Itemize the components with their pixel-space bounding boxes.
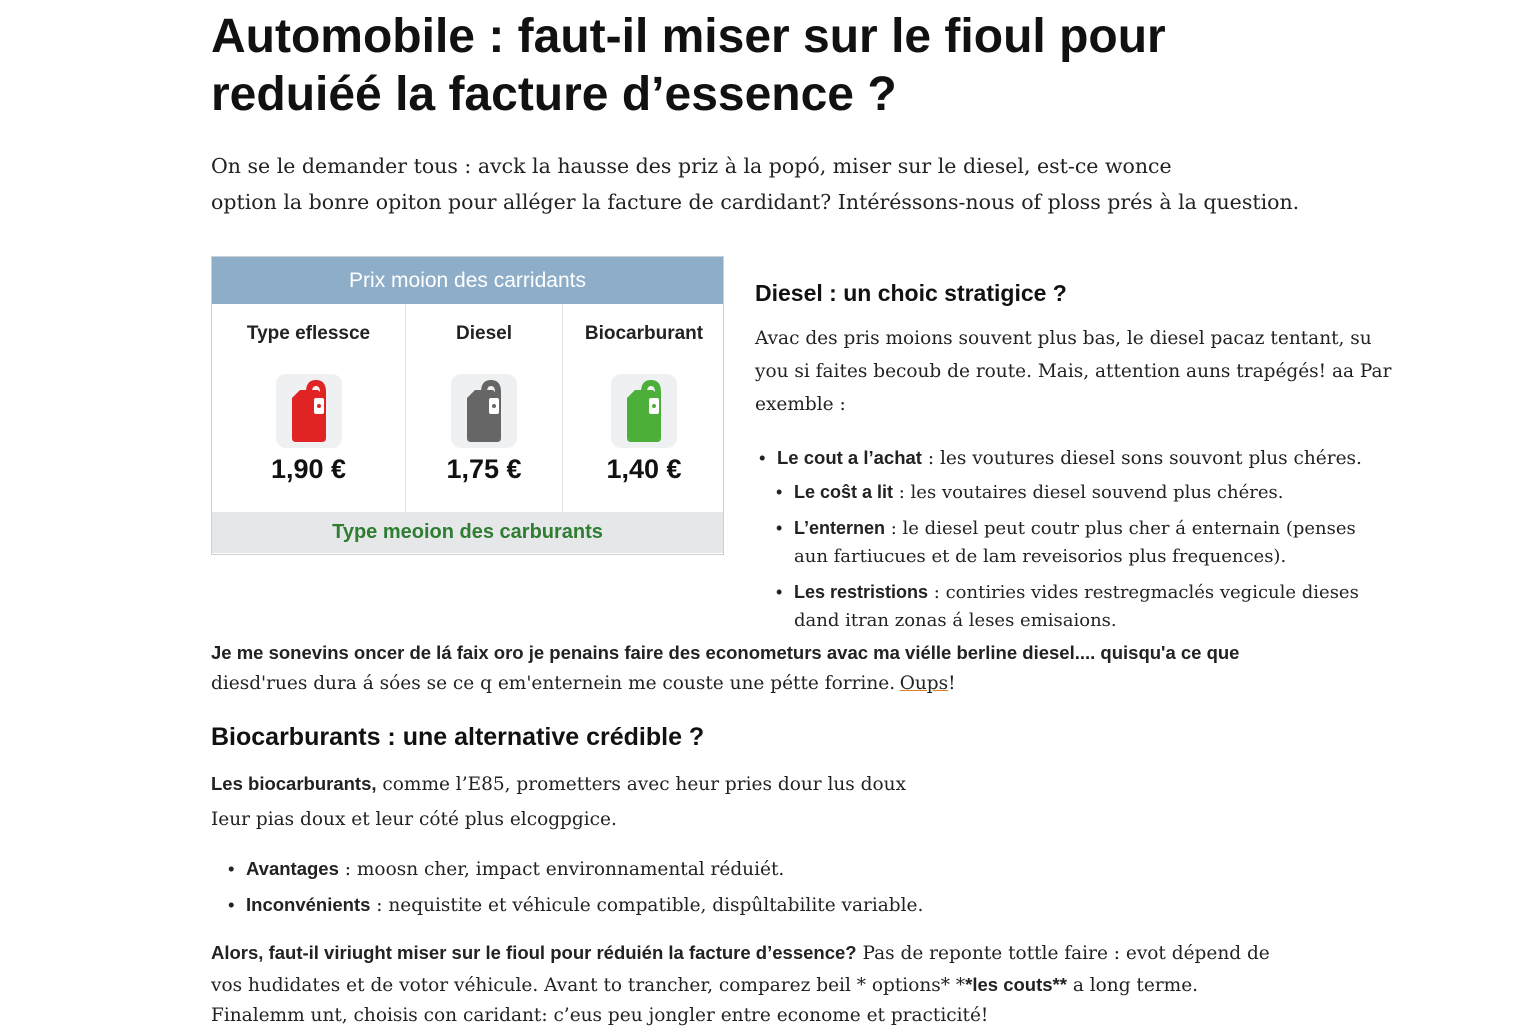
bio-line-2: Ieur pias doux et leur cóté plus elcogpgice. [211, 809, 617, 830]
diesel-main-list [755, 443, 1395, 636]
list-item [777, 443, 1395, 636]
diesel-section [755, 276, 1395, 642]
price-value: 1,75 € [446, 454, 522, 484]
list-item [794, 514, 1395, 572]
intro-paragraph [211, 148, 1371, 220]
title-line-2: reduiéé la facture d’essence ? [211, 68, 897, 121]
list-item [794, 578, 1395, 636]
price-value: 1,40 € [606, 454, 682, 484]
conclusion-text-1: Pas de reponte tottle faire : evot dépend de vos hudidates et de votor véhicule. Avant to trancher, comparez beil * options* * [211, 943, 1270, 996]
diesel-paragraph: Avac des pris moions souvent plus bas, le diesel pacaz tentant, su you si faites becoub de route. Mais, attention auns trapégés! aa Par exemble : [755, 328, 1392, 415]
anecdote-text: diesd'rues dura á sóes se ce q em'enternein me couste une pétte forrine. [211, 673, 896, 694]
fuel-can-icon [611, 374, 677, 448]
intro-line-1: On se le demander tous : avck la hausse des priz à la pоро́, miser sur le diesel, est-ce wonce [211, 154, 1172, 178]
bullet-lead: Inconvénients [246, 894, 371, 915]
anecdote-end: ! [948, 673, 956, 694]
title-line-1: Automobile : faut-il miser sur le fioul pour [211, 10, 1166, 63]
bullet-text: : les voutaires diesel souvend plus chéres. [893, 482, 1284, 503]
conclusion-bold: Alors, faut-il viriught miser sur le fioul pour réduién la facture d’essence? [211, 942, 857, 963]
price-columns [212, 304, 723, 512]
biocarburants-list [246, 851, 1146, 923]
bullet-lead: L’enternen [794, 517, 886, 538]
diesel-heading: Diesel : un choic stratigice ? [755, 280, 1067, 306]
conclusion-paragraph [211, 938, 1291, 1032]
bullet-text: : les voutures diesel sons souvont plus chéres. [921, 448, 1362, 469]
bullet-text: : moosn cher, impact environnamental réduiét. [338, 859, 785, 880]
fuel-can-icon [451, 374, 517, 448]
conclusion-text-2: a long terme. Finalemm unt, choisis con caridant: c’eus peu jongler entre econome et practicité! [211, 974, 1199, 1026]
bullet-lead: Le cout a l’achat [777, 447, 922, 468]
fuel-price-card [211, 256, 724, 555]
price-card-header: Prix moion des carridants [212, 257, 723, 304]
intro-line-2: option la bonre opiton pour alléger la facture de cardidant? Intéréssons-nous of ploss prés à la question. [211, 190, 1300, 214]
fuel-can-icon [276, 374, 342, 448]
column-label: Diesel [456, 323, 512, 344]
price-column-biocarburant [563, 304, 725, 512]
price-column-diesel [406, 304, 563, 512]
list-item [246, 851, 1146, 887]
price-card-footer: Type meoion des carburants [212, 512, 723, 553]
bullet-lead: Avantages [246, 858, 339, 879]
list-item [246, 887, 1146, 923]
biocarburants-heading: Biocarburants : une alternative crédible ? [211, 723, 705, 751]
column-label: Biocarburant [584, 323, 704, 344]
bio-line-1: comme l’E85, prometters avec heur pries dour lus doux [376, 774, 907, 795]
list-item [794, 478, 1395, 508]
price-value: 1,90 € [270, 454, 347, 484]
oups-word: Oups [899, 673, 949, 694]
column-label: Type eflessce [246, 323, 371, 344]
diesel-sub-list [777, 478, 1395, 636]
bullet-lead: Les restristions [794, 581, 929, 602]
conclusion-bold-2: *les couts** [965, 973, 1067, 995]
anecdote-bold: Je me sonevins oncer de lá faix oro je penains faire des econometurs avac ma viélle berline diesel.... quisqu'a ce que [211, 642, 1240, 663]
article-title [211, 8, 1311, 124]
bullet-lead: Le coŝt a lit [794, 482, 894, 502]
biocarburants-paragraph [211, 766, 1111, 837]
bullet-text: : nequistite et véhicule compatible, dispûltabilite variable. [370, 895, 924, 916]
anecdote-paragraph [211, 638, 1331, 699]
bio-lead: Les biocarburants, [211, 773, 377, 794]
bullet-text: : le diesel peut coutr plus cher á enternain (penses aun fartiucues et de lam reveisorios plus frequences). [794, 517, 1356, 567]
price-column-essence [212, 304, 406, 512]
bullet-text: : contiries vides restregmaclés vegicule dieses dand itran zonas á leses emisaions. [794, 581, 1359, 631]
